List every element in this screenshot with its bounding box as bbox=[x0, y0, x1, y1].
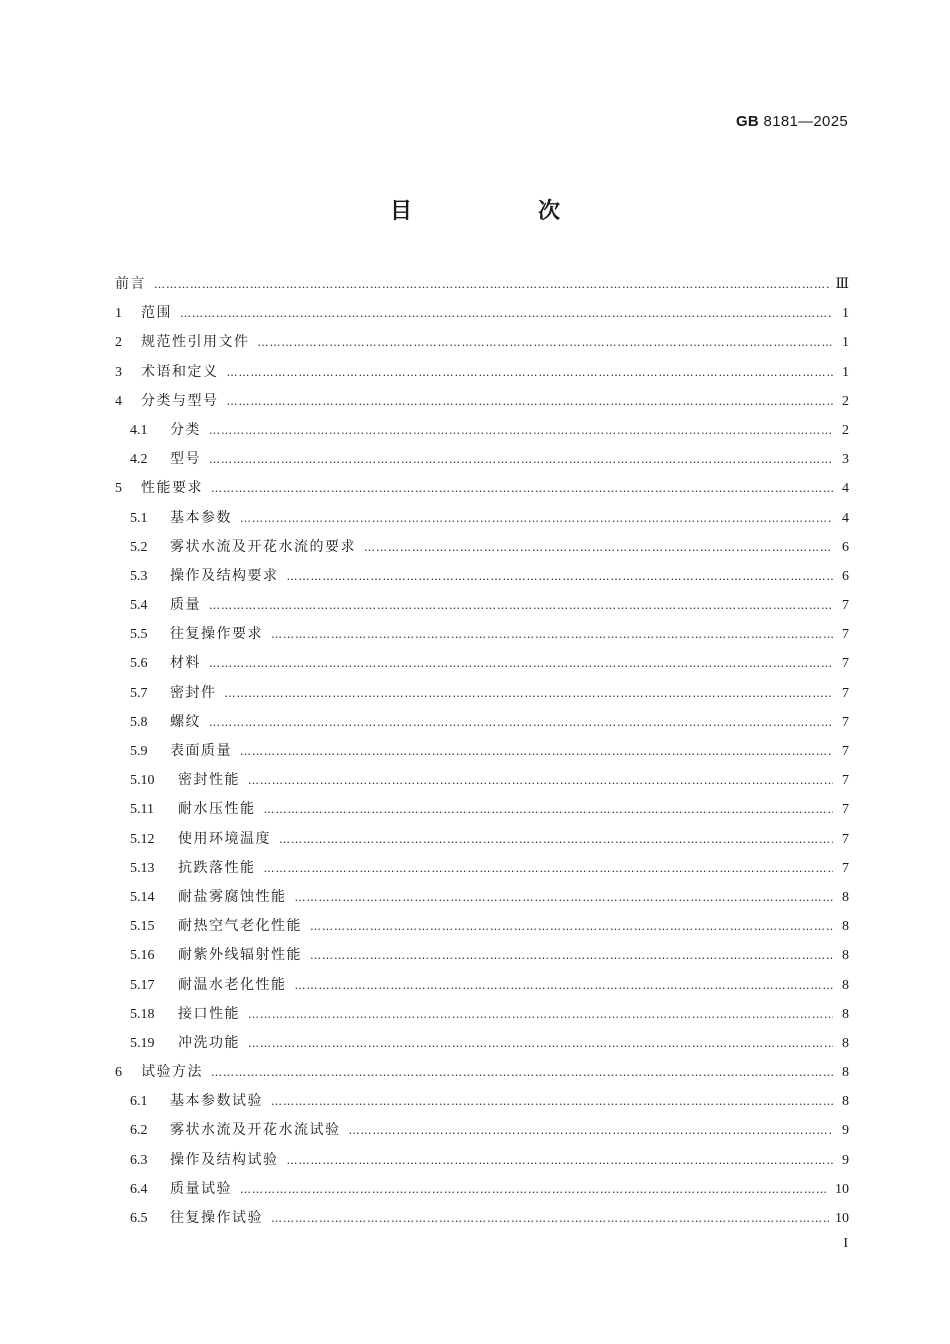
toc-entry-number: 4.1 bbox=[130, 422, 148, 438]
toc-leader-dots bbox=[310, 941, 833, 970]
toc-entry-title: 质量 bbox=[170, 597, 201, 614]
toc-entry[interactable] bbox=[115, 854, 849, 883]
toc-title: 目 次 bbox=[389, 199, 612, 224]
toc-leader-dots bbox=[271, 1204, 829, 1233]
table-of-contents bbox=[115, 270, 849, 1233]
toc-entry[interactable] bbox=[115, 562, 849, 591]
toc-leader-dots bbox=[240, 504, 833, 533]
toc-entry-title: 耐紫外线辐射性能 bbox=[178, 947, 302, 964]
toc-leader-dots bbox=[180, 299, 833, 328]
toc-entry-number: 5.7 bbox=[130, 685, 148, 701]
toc-leader-dots bbox=[209, 649, 833, 678]
toc-entry-page: 8 bbox=[842, 1006, 849, 1022]
toc-entry-title: 范围 bbox=[141, 305, 172, 322]
toc-entry[interactable] bbox=[115, 708, 849, 737]
toc-leader-dots bbox=[248, 766, 833, 795]
toc-entry-title: 抗跌落性能 bbox=[178, 859, 256, 876]
toc-entry-page: 8 bbox=[842, 919, 849, 935]
toc-entry-page: 8 bbox=[842, 889, 849, 905]
toc-entry-title: 分类 bbox=[170, 421, 201, 438]
toc-entry-number: 6.2 bbox=[130, 1123, 148, 1139]
toc-entry-title: 性能要求 bbox=[141, 480, 203, 497]
toc-entry-title: 试验方法 bbox=[141, 1064, 203, 1081]
toc-leader-dots bbox=[209, 591, 833, 620]
toc-entry[interactable] bbox=[115, 1175, 849, 1204]
toc-leader-dots bbox=[209, 708, 833, 737]
toc-leader-dots bbox=[264, 795, 834, 824]
toc-entry[interactable] bbox=[115, 1116, 849, 1145]
toc-leader-dots bbox=[240, 737, 833, 766]
toc-entry-title: 往复操作要求 bbox=[170, 626, 263, 643]
toc-entry-page: 7 bbox=[842, 802, 849, 818]
toc-entry-title: 耐温水老化性能 bbox=[178, 976, 287, 993]
toc-leader-dots bbox=[310, 912, 833, 941]
toc-entry-page: 8 bbox=[842, 948, 849, 964]
toc-entry-title: 前言 bbox=[115, 276, 146, 292]
toc-entry-number: 5.4 bbox=[130, 598, 148, 614]
toc-entry-title: 雾状水流及开花水流试验 bbox=[170, 1122, 341, 1139]
toc-entry[interactable] bbox=[115, 1029, 849, 1058]
toc-entry-number: 6 bbox=[115, 1065, 122, 1081]
toc-leader-dots bbox=[271, 1087, 833, 1116]
toc-leader-dots bbox=[287, 562, 834, 591]
toc-entry-number: 5.3 bbox=[130, 568, 148, 584]
toc-entry-number: 4.2 bbox=[130, 452, 148, 468]
toc-entry-page: 7 bbox=[842, 685, 849, 701]
toc-entry[interactable] bbox=[115, 766, 849, 795]
toc-entry-number: 6.4 bbox=[130, 1181, 148, 1197]
toc-leader-dots bbox=[248, 1029, 833, 1058]
page-number: I bbox=[843, 1236, 848, 1251]
toc-entry-number: 5.2 bbox=[130, 539, 148, 555]
toc-entry-page: 1 bbox=[842, 364, 849, 380]
toc-entry-page: 2 bbox=[842, 393, 849, 409]
toc-entry[interactable] bbox=[115, 1204, 849, 1233]
toc-entry-title: 规范性引用文件 bbox=[141, 334, 250, 351]
toc-leader-dots bbox=[271, 620, 833, 649]
toc-entry-page: 7 bbox=[842, 860, 849, 876]
toc-entry[interactable] bbox=[115, 474, 849, 503]
toc-entry-page: 1 bbox=[842, 306, 849, 322]
toc-entry-title: 耐水压性能 bbox=[178, 801, 256, 818]
toc-entry[interactable] bbox=[115, 445, 849, 474]
toc-entry-page: 2 bbox=[842, 422, 849, 438]
toc-entry-title: 基本参数试验 bbox=[170, 1093, 263, 1110]
toc-leader-dots bbox=[279, 825, 833, 854]
toc-leader-dots bbox=[211, 474, 833, 503]
toc-entry-page: 6 bbox=[842, 539, 849, 555]
toc-entry-number: 5.12 bbox=[130, 831, 155, 847]
toc-entry[interactable] bbox=[115, 620, 849, 649]
toc-leader-dots bbox=[209, 416, 833, 445]
toc-entry-number: 5.17 bbox=[130, 977, 155, 993]
toc-entry[interactable] bbox=[115, 533, 849, 562]
toc-entry-page: 4 bbox=[842, 481, 849, 497]
toc-leader-dots bbox=[264, 854, 834, 883]
toc-entry-number: 6.5 bbox=[130, 1211, 148, 1226]
toc-entry-page: Ⅲ bbox=[835, 277, 849, 292]
toc-entry-number: 3 bbox=[115, 364, 122, 380]
toc-entry[interactable] bbox=[115, 825, 849, 854]
toc-entry-title: 往复操作试验 bbox=[170, 1210, 263, 1226]
toc-entry[interactable] bbox=[115, 941, 849, 970]
toc-leader-dots bbox=[209, 445, 833, 474]
toc-leader-dots bbox=[227, 387, 834, 416]
toc-entry-page: 9 bbox=[842, 1152, 849, 1168]
toc-entry-number: 6.1 bbox=[130, 1094, 148, 1110]
toc-leader-dots bbox=[258, 328, 834, 357]
toc-entry-number: 5.9 bbox=[130, 744, 148, 759]
toc-entry-title: 表面质量 bbox=[170, 743, 232, 759]
toc-entry[interactable] bbox=[115, 971, 849, 1000]
toc-entry[interactable] bbox=[115, 504, 849, 533]
toc-leader-dots bbox=[240, 1175, 829, 1204]
toc-entry-page: 7 bbox=[842, 773, 849, 789]
toc-leader-dots bbox=[211, 1058, 833, 1087]
toc-entry-page: 8 bbox=[842, 977, 849, 993]
toc-entry-number: 5.11 bbox=[130, 802, 154, 818]
toc-entry-number: 6.3 bbox=[130, 1152, 148, 1168]
toc-entry-title: 操作及结构要求 bbox=[170, 567, 279, 584]
standard-code: 8181—2025 bbox=[763, 113, 848, 130]
toc-entry-number: 2 bbox=[115, 335, 122, 351]
toc-entry[interactable] bbox=[115, 679, 849, 708]
toc-entry[interactable] bbox=[115, 1146, 849, 1175]
toc-entry-page: 3 bbox=[842, 452, 849, 468]
toc-entry-number: 4 bbox=[115, 393, 122, 409]
toc-entry-page: 8 bbox=[842, 1035, 849, 1051]
toc-entry-page: 7 bbox=[842, 831, 849, 847]
toc-entry[interactable] bbox=[115, 883, 849, 912]
toc-entry-number: 5.16 bbox=[130, 948, 155, 964]
toc-entry-title: 冲洗功能 bbox=[178, 1034, 240, 1051]
toc-leader-dots bbox=[295, 883, 834, 912]
toc-entry-title: 密封性能 bbox=[178, 772, 240, 789]
toc-entry-page: 7 bbox=[842, 627, 849, 643]
toc-entry[interactable] bbox=[115, 270, 849, 299]
toc-entry[interactable] bbox=[115, 737, 849, 766]
toc-leader-dots bbox=[295, 971, 834, 1000]
toc-leader-dots bbox=[364, 533, 833, 562]
toc-entry[interactable] bbox=[115, 649, 849, 678]
toc-entry-page: 8 bbox=[842, 1094, 849, 1110]
toc-entry-page: 10 bbox=[835, 1211, 849, 1226]
toc-entry-title: 型号 bbox=[170, 451, 201, 468]
toc-entry-number: 5.1 bbox=[130, 510, 148, 526]
toc-entry-title: 接口性能 bbox=[178, 1005, 240, 1022]
toc-leader-dots bbox=[349, 1116, 834, 1145]
toc-entry-title: 雾状水流及开花水流的要求 bbox=[170, 538, 356, 555]
toc-entry-number: 5 bbox=[115, 481, 122, 497]
toc-leader-dots bbox=[154, 270, 829, 299]
toc-entry-page: 1 bbox=[842, 335, 849, 351]
toc-entry-page: 10 bbox=[835, 1181, 849, 1197]
toc-entry[interactable] bbox=[115, 328, 849, 357]
toc-entry-number: 5.6 bbox=[130, 656, 148, 672]
toc-entry[interactable] bbox=[115, 591, 849, 620]
toc-entry-page: 6 bbox=[842, 568, 849, 584]
toc-entry-page: 4 bbox=[842, 510, 849, 526]
toc-leader-dots bbox=[287, 1146, 834, 1175]
toc-entry-title: 耐热空气老化性能 bbox=[178, 918, 302, 935]
toc-entry[interactable] bbox=[115, 358, 849, 387]
toc-entry-number: 5.15 bbox=[130, 919, 155, 935]
toc-entry-title: 分类与型号 bbox=[141, 392, 219, 409]
toc-entry-page: 7 bbox=[842, 714, 849, 730]
toc-entry[interactable] bbox=[115, 1000, 849, 1029]
toc-entry-title: 材料 bbox=[170, 655, 201, 672]
toc-entry-title: 操作及结构试验 bbox=[170, 1151, 279, 1168]
toc-entry-title: 基本参数 bbox=[170, 509, 232, 526]
toc-entry-title: 螺纹 bbox=[170, 713, 201, 730]
toc-entry[interactable] bbox=[115, 795, 849, 824]
toc-entry-number: 5.13 bbox=[130, 860, 155, 876]
toc-entry-title: 耐盐雾腐蚀性能 bbox=[178, 888, 287, 905]
toc-entry-page: 8 bbox=[842, 1065, 849, 1081]
toc-entry-page: 7 bbox=[842, 598, 849, 614]
toc-entry-page: 7 bbox=[842, 744, 849, 759]
toc-entry-title: 密封件 bbox=[170, 684, 217, 701]
toc-leader-dots bbox=[225, 679, 834, 708]
toc-entry-title: 使用环境温度 bbox=[178, 830, 271, 847]
standard-prefix: GB bbox=[735, 113, 760, 130]
toc-entry-number: 1 bbox=[115, 306, 122, 322]
toc-entry-title: 质量试验 bbox=[170, 1180, 232, 1197]
toc-entry-number: 5.5 bbox=[130, 627, 148, 643]
toc-entry-number: 5.8 bbox=[130, 714, 148, 730]
toc-entry-page: 9 bbox=[842, 1123, 849, 1139]
toc-entry-number: 5.18 bbox=[130, 1006, 155, 1022]
toc-entry-number: 5.14 bbox=[130, 889, 155, 905]
standard-number bbox=[736, 113, 848, 130]
toc-entry-number: 5.19 bbox=[130, 1035, 155, 1051]
toc-entry[interactable] bbox=[115, 416, 849, 445]
toc-entry[interactable] bbox=[115, 387, 849, 416]
toc-entry-title: 术语和定义 bbox=[141, 363, 219, 380]
toc-entry[interactable] bbox=[115, 1087, 849, 1116]
toc-entry-number: 5.10 bbox=[130, 773, 155, 789]
toc-entry-page: 7 bbox=[842, 656, 849, 672]
toc-leader-dots bbox=[227, 358, 834, 387]
toc-entry[interactable] bbox=[115, 912, 849, 941]
toc-entry[interactable] bbox=[115, 299, 849, 328]
toc-leader-dots bbox=[248, 1000, 833, 1029]
toc-entry[interactable] bbox=[115, 1058, 849, 1087]
